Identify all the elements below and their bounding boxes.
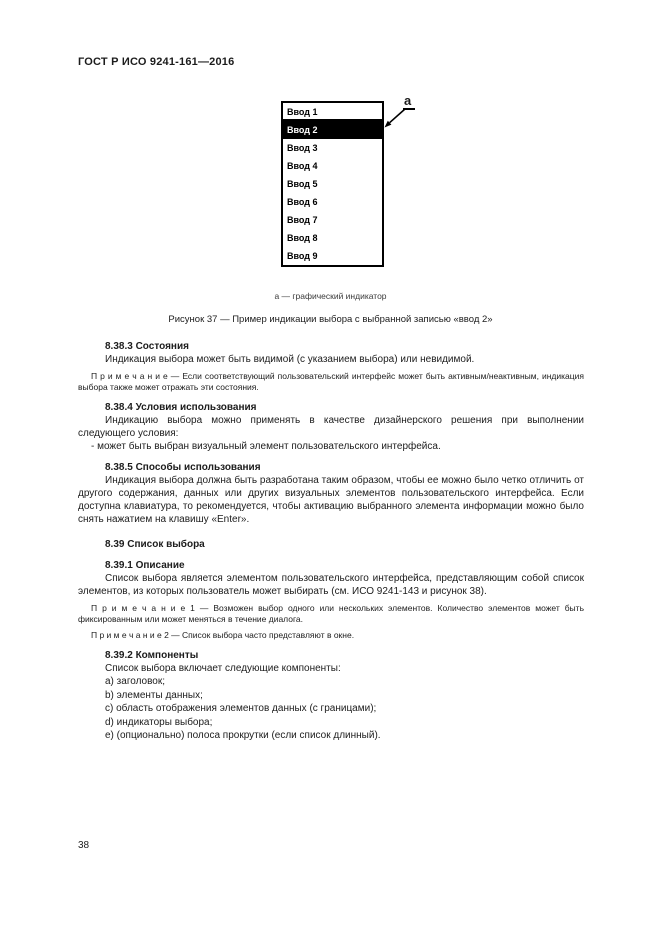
letter-list-item-e: e) (опционально) полоса прокрутки (если список длинный). xyxy=(105,730,381,741)
heading-8-38-4: 8.38.4 Условия использования xyxy=(105,402,257,413)
document-header: ГОСТ Р ИСО 9241-161—2016 xyxy=(78,56,235,68)
heading-8-39-1: 8.39.1 Описание xyxy=(105,560,185,571)
heading-8-38-3: 8.38.3 Состояния xyxy=(105,341,189,352)
listbox-item: Ввод 7 xyxy=(287,215,318,225)
listbox-item: Ввод 9 xyxy=(287,251,318,261)
listbox-item: Ввод 8 xyxy=(287,233,318,243)
document-body xyxy=(78,340,584,743)
figure-legend: а — графический индикатор xyxy=(274,291,387,301)
paragraph-8-38-4: Индикацию выбора можно применять в качестве дизайнерского решения при выполнении следующего условия: xyxy=(78,415,584,439)
paragraph-8-39-1: Список выбора является элементом пользовательского интерфейса, представляющим собой список элементов, из которых пользователь может выбирать (см. ИСО 9241-143 и рисунок 38). xyxy=(78,573,584,597)
paragraph-8-39-2: Список выбора включает следующие компоненты: xyxy=(105,663,341,674)
figure-caption: Рисунок 37 — Пример индикации выбора с выбранной записью «ввод 2» xyxy=(168,314,493,325)
listbox-item: Ввод 2 xyxy=(283,121,382,139)
letter-list-item-b: b) элементы данных; xyxy=(105,689,203,701)
heading-8-39-2: 8.39.2 Компоненты xyxy=(105,650,199,661)
listbox-item: Ввод 6 xyxy=(287,197,318,207)
listbox-item: Ввод 1 xyxy=(283,103,382,121)
callout-label: а xyxy=(403,94,415,110)
paragraph-8-38-5: Индикация выбора должна быть разработана таким образом, чтобы ее можно было четко отличить от другого содержания, данных или других визуальных элементов пользовательского интерфейса. Если доступна клавиатура, то рекомендуется, чтобы активацию выбранного элемента информации можно было снять нажатием на клавишу «Enter». xyxy=(78,475,584,525)
letter-list-item-d: d) индикаторы выбора; xyxy=(105,716,213,728)
listbox xyxy=(281,101,384,267)
listbox-item: Ввод 5 xyxy=(287,179,318,189)
dash-list-item: - может быть выбран визуальный элемент пользовательского интерфейса. xyxy=(91,441,441,452)
page-number: 38 xyxy=(78,840,90,851)
note-8-38-3: П р и м е ч а н и е — Если соответствующий пользовательский интерфейс может быть активным/неактивным, индикация выбора также может отражать эти состояния. xyxy=(78,371,584,392)
listbox-item: Ввод 3 xyxy=(287,143,318,153)
heading-8-38-5: 8.38.5 Способы использования xyxy=(105,462,261,473)
paragraph-8-38-3: Индикация выбора может быть видимой (с указанием выбора) или невидимой. xyxy=(105,354,475,365)
letter-list-item-a: a) заголовок; xyxy=(105,676,166,687)
heading-8-39: 8.39 Список выбора xyxy=(105,539,205,550)
note-2-8-39-1: П р и м е ч а н и е 2 — Список выбора часто представляют в окне. xyxy=(91,630,355,640)
figure-37 xyxy=(0,93,661,325)
note-1-8-39-1: П р и м е ч а н и е 1 — Возможен выбор одного или нескольких элементов. Количество элементов может быть фиксированным или может меняться в течение диалога. xyxy=(78,603,584,624)
listbox-item: Ввод 4 xyxy=(287,161,318,171)
letter-list-item-c: c) область отображения элементов данных (с границами); xyxy=(105,703,377,714)
